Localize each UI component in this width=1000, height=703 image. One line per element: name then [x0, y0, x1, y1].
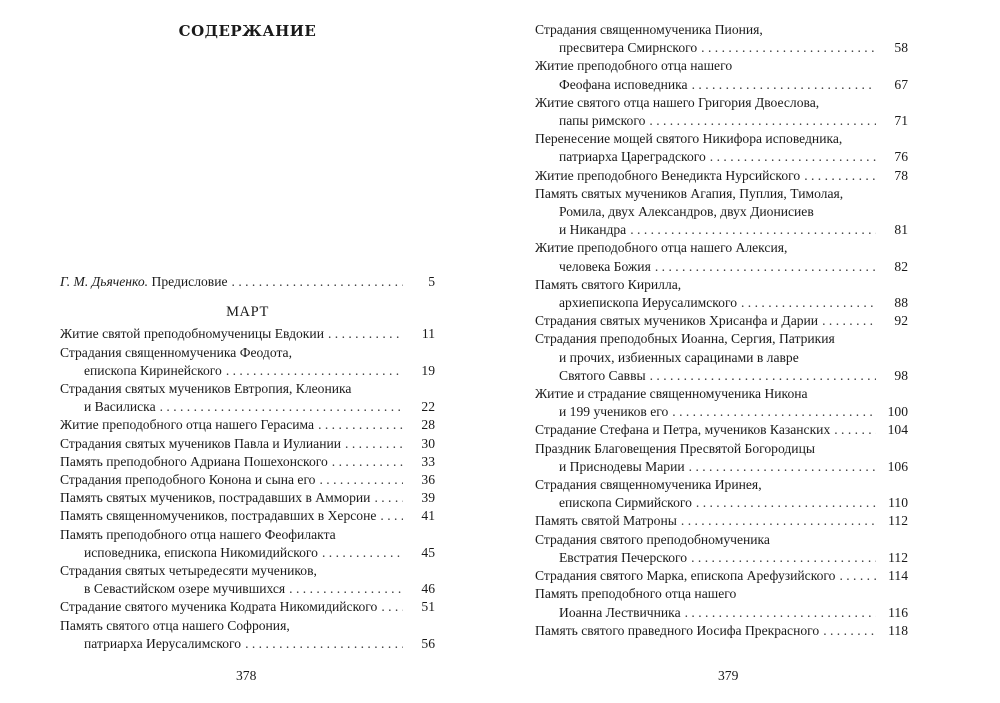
entry-title-line: епископа Киринейского: [84, 362, 222, 378]
entry-title-line: и 199 учеников его: [559, 404, 669, 420]
toc-entry[interactable]: [60, 507, 435, 525]
entry-title-line: Память святых мучеников Агапия, Пуплия, Тимолая,: [535, 185, 844, 201]
entry-title-line: Феофана исповедника: [559, 76, 688, 92]
page-number: 76: [894, 149, 908, 165]
entry-title-line: Память преподобного отца нашего Феофилакта: [60, 526, 336, 542]
toc-entry[interactable]: [60, 380, 435, 416]
section-title-march: МАРТ: [226, 304, 269, 321]
toc-entry[interactable]: [60, 562, 435, 598]
entry-title-line: Страдание святого мученика Кодрата Никомидийского: [60, 599, 378, 615]
leader-dots: [232, 273, 403, 291]
entry-title-line: Страдания святых мучеников Павла и Иулиании: [60, 435, 342, 451]
entry-title-line: и Приснодевы Марии: [559, 458, 685, 474]
entry-title-line: Память святой Матроны: [535, 513, 677, 529]
toc-entry[interactable]: [60, 471, 435, 489]
page-number: 114: [888, 568, 908, 584]
toc-entry[interactable]: [535, 476, 908, 512]
entry-title-line: и прочих, избиенных сарацинами в лавре: [559, 349, 799, 365]
leader-dots: [380, 507, 403, 525]
toc-entry[interactable]: [535, 185, 908, 240]
entry-title-line: Иоанна Лествичника: [559, 604, 681, 620]
leader-dots: [691, 549, 876, 567]
page-folio-right: 379: [718, 668, 739, 683]
contents-heading: СОДЕРЖАНИЕ: [178, 22, 317, 40]
toc-entry[interactable]: [60, 489, 435, 507]
page-number: 28: [421, 417, 435, 433]
entry-title-line: в Севастийском озере мучившихся: [84, 581, 286, 597]
page-number: 5: [428, 274, 435, 289]
toc-entry[interactable]: [535, 239, 908, 275]
toc-entry[interactable]: [535, 622, 908, 640]
entry-title-line: Житие и страдание священномученика Никона: [535, 386, 808, 402]
entry-title-line: Праздник Благовещения Пресвятой Богородицы: [535, 440, 815, 456]
entry-title-line: Евстратия Печерского: [559, 549, 688, 565]
entry-title-line: Ромила, двух Александров, двух Дионисиев: [559, 204, 814, 220]
toc-entry[interactable]: [535, 440, 908, 476]
entry-title-line: Память священномучеников, пострадавших в Херсоне: [60, 508, 377, 524]
page-number: 82: [894, 258, 908, 274]
page-number: 58: [894, 40, 908, 56]
leader-dots: [322, 544, 403, 562]
entry-title-line: Житие святой преподобномученицы Евдокии: [60, 326, 324, 342]
page-number: 39: [421, 490, 435, 506]
toc-entry[interactable]: [535, 385, 908, 421]
leader-dots: [710, 148, 876, 166]
toc-entry[interactable]: [535, 531, 908, 567]
page-number: 112: [888, 549, 908, 565]
page-number: 98: [894, 367, 908, 383]
page-number: 33: [421, 453, 435, 469]
toc-entry[interactable]: [535, 167, 908, 185]
entry-title-line: архиепископа Иерусалимского: [559, 295, 737, 311]
toc-entries-left: [60, 325, 435, 653]
page-number: 81: [894, 222, 908, 238]
leader-dots: [701, 39, 876, 57]
toc-left: [60, 273, 435, 653]
toc-entry[interactable]: [60, 325, 435, 343]
leader-dots: [823, 622, 876, 640]
leader-dots: [649, 112, 876, 130]
leader-dots: [696, 494, 876, 512]
leader-dots: [655, 258, 876, 276]
toc-entry[interactable]: [535, 276, 908, 312]
leader-dots: [681, 512, 876, 530]
preface-author: Г. М. Дьяченко.: [60, 274, 149, 289]
entry-title-line: Перенесение мощей святого Никифора исповедника,: [535, 131, 843, 147]
leader-dots: [289, 580, 403, 598]
entry-title-line: Житие преподобного отца нашего Герасима: [60, 417, 315, 433]
entry-title-line: Страдания святых мучеников Евтропия, Клеоника: [60, 381, 352, 397]
toc-entry[interactable]: [60, 435, 435, 453]
entry-title-line: Страдания преподобного Конона и сына его: [60, 472, 316, 488]
entry-title-line: папы римского: [559, 113, 646, 129]
toc-entry[interactable]: [535, 130, 908, 166]
page-number: 67: [894, 76, 908, 92]
entry-title-line: Память святого праведного Иосифа Прекрасного: [535, 622, 820, 638]
page-number: 41: [421, 508, 435, 524]
toc-entry[interactable]: [535, 567, 908, 585]
page-number: 116: [888, 604, 908, 620]
page-folio-left: 378: [236, 668, 257, 683]
page-number: 88: [894, 295, 908, 311]
entry-title-line: Житие преподобного отца нашего: [535, 58, 733, 74]
page-number: 100: [887, 404, 908, 420]
entry-title-line: Страдания святых четыредесяти мучеников,: [60, 563, 317, 579]
page-number: 30: [421, 435, 435, 451]
entry-title-line: Память преподобного Адриана Пошехонского: [60, 453, 328, 469]
toc-entry[interactable]: [535, 585, 908, 621]
preface-title: Предисловие: [151, 274, 228, 289]
leader-dots: [319, 471, 403, 489]
leader-dots: [839, 567, 876, 585]
leader-dots: [630, 221, 876, 239]
leader-dots: [650, 367, 876, 385]
entry-title-line: Житие преподобного Венедикта Нурсийского: [535, 167, 801, 183]
entry-title-line: Память святого Кирилла,: [535, 276, 682, 292]
page-number: 45: [421, 544, 435, 560]
toc-entry[interactable]: [535, 21, 908, 57]
leader-dots: [822, 312, 876, 330]
entry-title-line: Память преподобного отца нашего: [535, 586, 737, 602]
toc-entry[interactable]: [535, 512, 908, 530]
toc-entry[interactable]: [60, 526, 435, 562]
entry-title-line: Страдания священномученика Иринея,: [535, 477, 762, 493]
entry-title-line: исповедника, епископа Никомидийского: [84, 544, 318, 560]
toc-entry[interactable]: [535, 330, 908, 385]
leader-dots: [834, 421, 876, 439]
toc-entry[interactable]: [535, 312, 908, 330]
page-number: 112: [888, 513, 908, 529]
leader-dots: [804, 167, 876, 185]
entry-title-line: Страдания священномученика Феодота,: [60, 344, 292, 360]
toc-entries-right: [535, 21, 908, 640]
leader-dots: [328, 325, 403, 343]
leader-dots: [318, 416, 403, 434]
leader-dots: [160, 398, 403, 416]
page-number: 19: [421, 362, 435, 378]
toc-entry-preface[interactable]: [60, 273, 435, 291]
entry-title-line: и Никандра: [559, 222, 627, 238]
toc-entry[interactable]: [60, 344, 435, 380]
entry-title-line: Страдания святого Марка, епископа Арефузийского: [535, 568, 836, 584]
entry-title-line: пресвитера Смирнского: [559, 40, 698, 56]
entry-title-line: Страдания священномученика Пиония,: [535, 22, 763, 37]
page-number: 56: [421, 635, 435, 651]
entry-title-line: Житие преподобного отца нашего Алексия,: [535, 240, 788, 256]
entry-title-line: Память святого отца нашего Софрония,: [60, 617, 290, 633]
leader-dots: [689, 458, 876, 476]
entry-title-line: Страдания святого преподобномученика: [535, 531, 770, 547]
page-number: 104: [887, 422, 908, 438]
toc-entry[interactable]: [535, 57, 908, 93]
right-page: [500, 0, 1000, 703]
toc-entry[interactable]: [60, 598, 435, 616]
leader-dots: [226, 362, 403, 380]
leader-dots: [741, 294, 876, 312]
entry-title-line: епископа Сирмийского: [559, 495, 692, 511]
toc-right: [535, 21, 908, 640]
leader-dots: [381, 598, 403, 616]
leader-dots: [245, 635, 403, 653]
toc-entry[interactable]: [60, 453, 435, 471]
page-number: 106: [887, 458, 908, 474]
leader-dots: [374, 489, 403, 507]
page-number: 118: [888, 622, 908, 638]
entry-title-line: Житие святого отца нашего Григория Двоеслова,: [535, 94, 820, 110]
page-number: 11: [421, 326, 435, 342]
entry-title-line: человека Божия: [559, 258, 651, 274]
page-number: 110: [888, 495, 908, 511]
page-number: 46: [421, 581, 435, 597]
leader-dots: [332, 453, 403, 471]
toc-entry[interactable]: [60, 416, 435, 434]
leader-dots: [685, 604, 876, 622]
entry-title-line: Память святых мучеников, пострадавших в Аммории: [60, 490, 371, 506]
page-number: 51: [421, 599, 435, 615]
leader-dots: [345, 435, 403, 453]
entry-title-line: Страдания преподобных Иоанна, Сергия, Патрикия: [535, 331, 835, 347]
leader-dots: [692, 76, 876, 94]
toc-entry[interactable]: [60, 617, 435, 653]
page-number: 78: [894, 167, 908, 183]
page-number: 92: [894, 313, 908, 329]
entry-title-line: патриарха Цареградского: [559, 149, 706, 165]
page-number: 22: [421, 399, 435, 415]
entry-title-line: Страдания святых мучеников Хрисанфа и Дарии: [535, 313, 819, 329]
entry-title-line: и Василиска: [84, 399, 156, 415]
entry-title-line: Святого Саввы: [559, 367, 646, 383]
page-number: 36: [421, 472, 435, 488]
page-number: 71: [894, 113, 908, 129]
leader-dots: [672, 403, 876, 421]
entry-title-line: патриарха Иерусалимского: [84, 635, 242, 651]
toc-entry[interactable]: [535, 421, 908, 439]
toc-entry[interactable]: [535, 94, 908, 130]
entry-title-line: Страдание Стефана и Петра, мучеников Казанских: [535, 422, 831, 438]
